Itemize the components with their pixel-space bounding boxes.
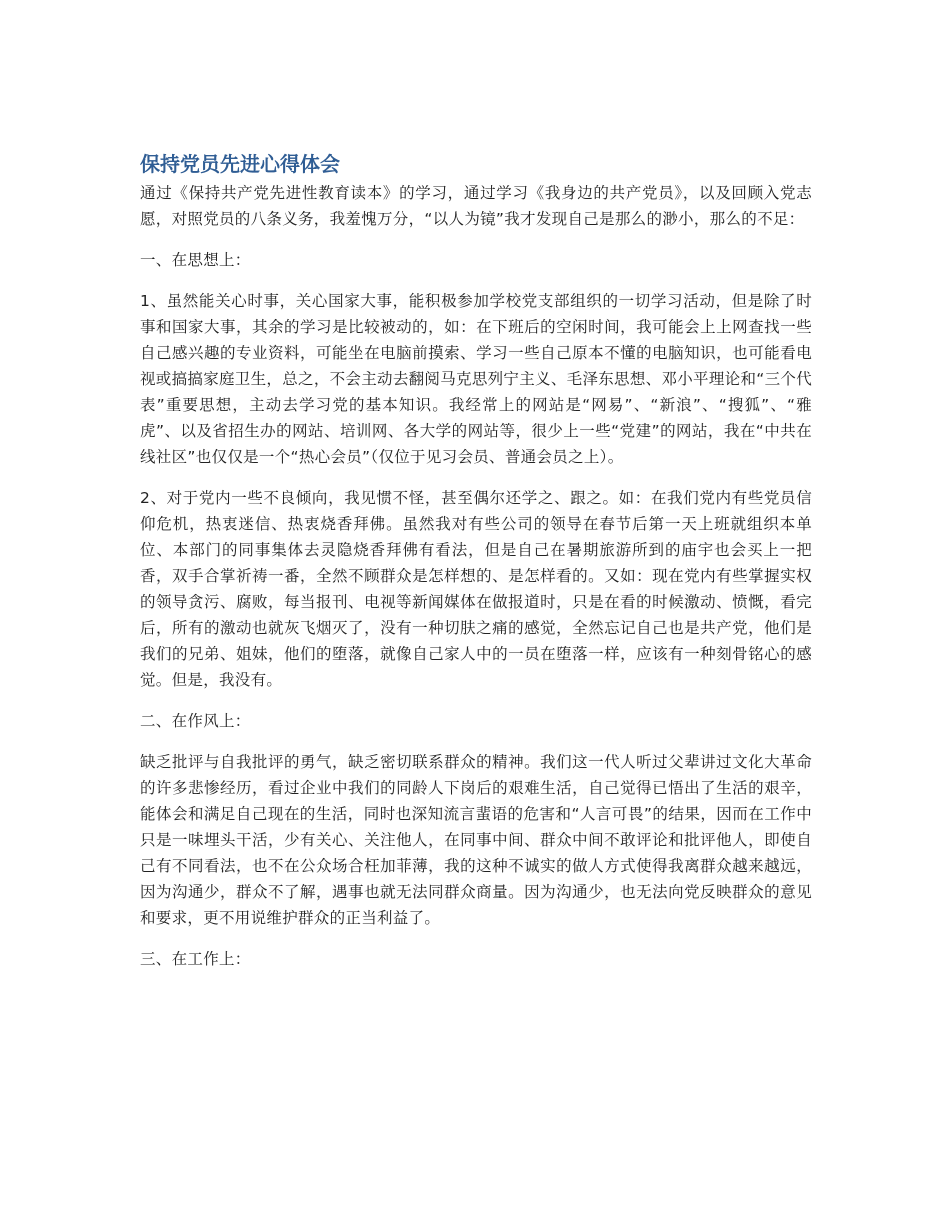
document-title: 保持党员先进心得体会 [140,152,340,176]
paragraph-thought-1: 1、虽然能关心时事，关心国家大事，能积极参加学校党支部组织的一切学习活动，但是除了时事和国家大事，其余的学习是比较被动的，如：在下班后的空闲时间，我可能会上上网查找一些自己感兴趣的专业资料，可能坐在电脑前摸索、学习一些自己原本不懂的电脑知识，也可能看电视或搞搞家庭卫生，总之，不会主动去翻阅马克思列宁主义、毛泽东思想、邓小平理论和“三个代表”重要思想，主动去学习党的基本知识。我经常上的网站是“网易”、“新浪”、“搜狐”、“雅虎”、以及省招生办的网站、培训网、各大学的网站等，很少上一些“党建”的网站，我在“中共在线社区”也仅仅是一个“热心会员”（仅位于见习会员、普通会员之上）。 [140,292,812,466]
section-heading-style: 二、在作风上： [140,712,251,730]
paragraph-thought-2: 2、对于党内一些不良倾向，我见惯不怪，甚至偶尔还学之、跟之。如：在我们党内有些党员信仰危机，热衷迷信、热衷烧香拜佛。虽然我对有些公司的领导在春节后第一天上班就组织本单位、本部门的同事集体去灵隐烧香拜佛有看法，但是自己在暑期旅游所到的庙宇也会买上一把香，双手合掌祈祷一番，全然不顾群众是怎样想的、是怎样看的。又如：现在党内有些掌握实权的领导贪污、腐败，每当报刊、电视等新闻媒体在做报道时，只是在看的时候激动、愤慨，看完后，所有的激动也就灰飞烟灭了，没有一种切肤之痛的感觉，全然忘记自己也是共产党，他们是我们的兄弟、姐妹，他们的堕落，就像自己家人中的一员在堕落一样，应该有一种刻骨铭心的感觉。但是，我没有。 [140,489,812,689]
section-heading-thought: 一、在思想上： [140,251,251,269]
document-page [140,148,812,987]
paragraph-style-1: 缺乏批评与自我批评的勇气，缺乏密切联系群众的精神。我们这一代人听过父辈讲过文化大革命的许多悲惨经历，看过企业中我们的同龄人下岗后的艰难生活，自己觉得已悟出了生活的艰辛，能体会和满足自己现在的生活，同时也深知流言蜚语的危害和“人言可畏”的结果，因而在工作中只是一味埋头干活，少有关心、关注他人，在同事中间、群众中间不敢评论和批评他人，即使自己有不同看法，也不在公众场合枉加菲薄，我的这种不诚实的做人方式使得我离群众越来越远，因为沟通少，群众不了解，遇事也就无法同群众商量。因为沟通少，也无法向党反映群众的意见和要求，更不用说维护群众的正当利益了。 [140,753,812,927]
intro-paragraph: 通过《保持共产党先进性教育读本》的学习，通过学习《我身边的共产党员》，以及回顾入党志愿，对照党员的八条义务，我羞愧万分，“以人为镜”我才发现自己是那么的渺小，那么的不足： [140,184,812,228]
section-heading-work: 三、在工作上： [140,950,251,968]
